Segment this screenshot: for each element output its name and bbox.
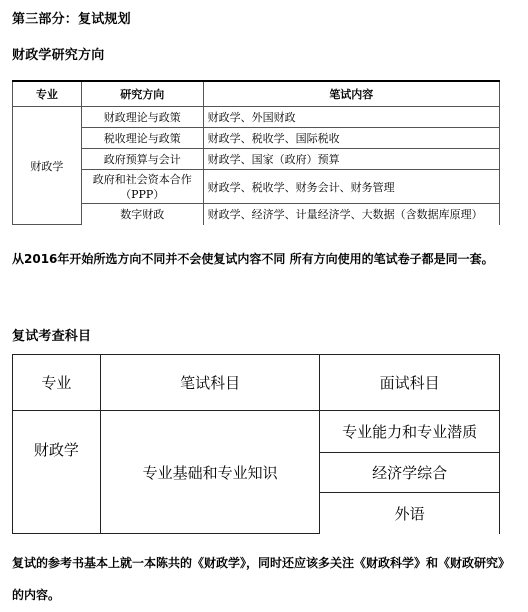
exam-cell: 财政学、经济学、计量经济学、大数据（含数据库原理）: [203, 204, 499, 225]
research-directions-table: [12, 80, 500, 225]
header-major: 专业: [13, 355, 101, 411]
written-subject-cell: 专业基础和专业知识: [100, 411, 320, 534]
header-interview-subject: 面试科目: [320, 355, 500, 411]
subjects-title: 复试考查科目: [12, 329, 92, 344]
section-title: 第三部分：复试规划: [12, 12, 131, 27]
table-row: [13, 170, 500, 204]
table-row: [13, 107, 500, 128]
table-row: [13, 149, 500, 170]
direction-cell: 税收理论与政策: [81, 128, 203, 149]
exam-cell: 财政学、税收学、财务会计、财务管理: [203, 170, 499, 204]
direction-note: 从2016年开始所选方向不同并不会使复试内容不同 所有方向使用的笔试卷子都是同一套。: [12, 252, 494, 266]
major-cell: 财政学: [13, 107, 82, 225]
reference-note: 复试的参考书基本上就一本陈共的《财政学》，同时还应该多关注《财政科学》和《财政研究》的内容。: [12, 556, 511, 602]
exam-cell: 财政学、外国财政: [203, 107, 499, 128]
header-direction: 研究方向: [81, 81, 203, 107]
interview-subject-cell: 专业能力和专业潜质: [320, 411, 500, 453]
direction-cell: 数字财政: [81, 204, 203, 225]
table-row: [13, 128, 500, 149]
exam-cell: 财政学、国家（政府）预算: [203, 149, 499, 170]
header-written-subject: 笔试科目: [100, 355, 320, 411]
direction-cell: 政府和社会资本合作（PPP）: [81, 170, 203, 204]
table-row: [13, 411, 500, 453]
major-cell: 财政学: [13, 411, 101, 534]
header-exam-content: 笔试内容: [203, 81, 499, 107]
table-header-row: [13, 81, 500, 107]
header-major: 专业: [13, 81, 82, 107]
subjects-table: [12, 354, 500, 534]
interview-subject-cell: 外语: [320, 493, 500, 534]
research-directions-title: 财政学研究方向: [12, 48, 105, 63]
table-header-row: [13, 355, 500, 411]
direction-cell: 财政理论与政策: [81, 107, 203, 128]
exam-cell: 财政学、税收学、国际税收: [203, 128, 499, 149]
direction-cell: 政府预算与会计: [81, 149, 203, 170]
table-row: [13, 204, 500, 225]
interview-subject-cell: 经济学综合: [320, 453, 500, 493]
